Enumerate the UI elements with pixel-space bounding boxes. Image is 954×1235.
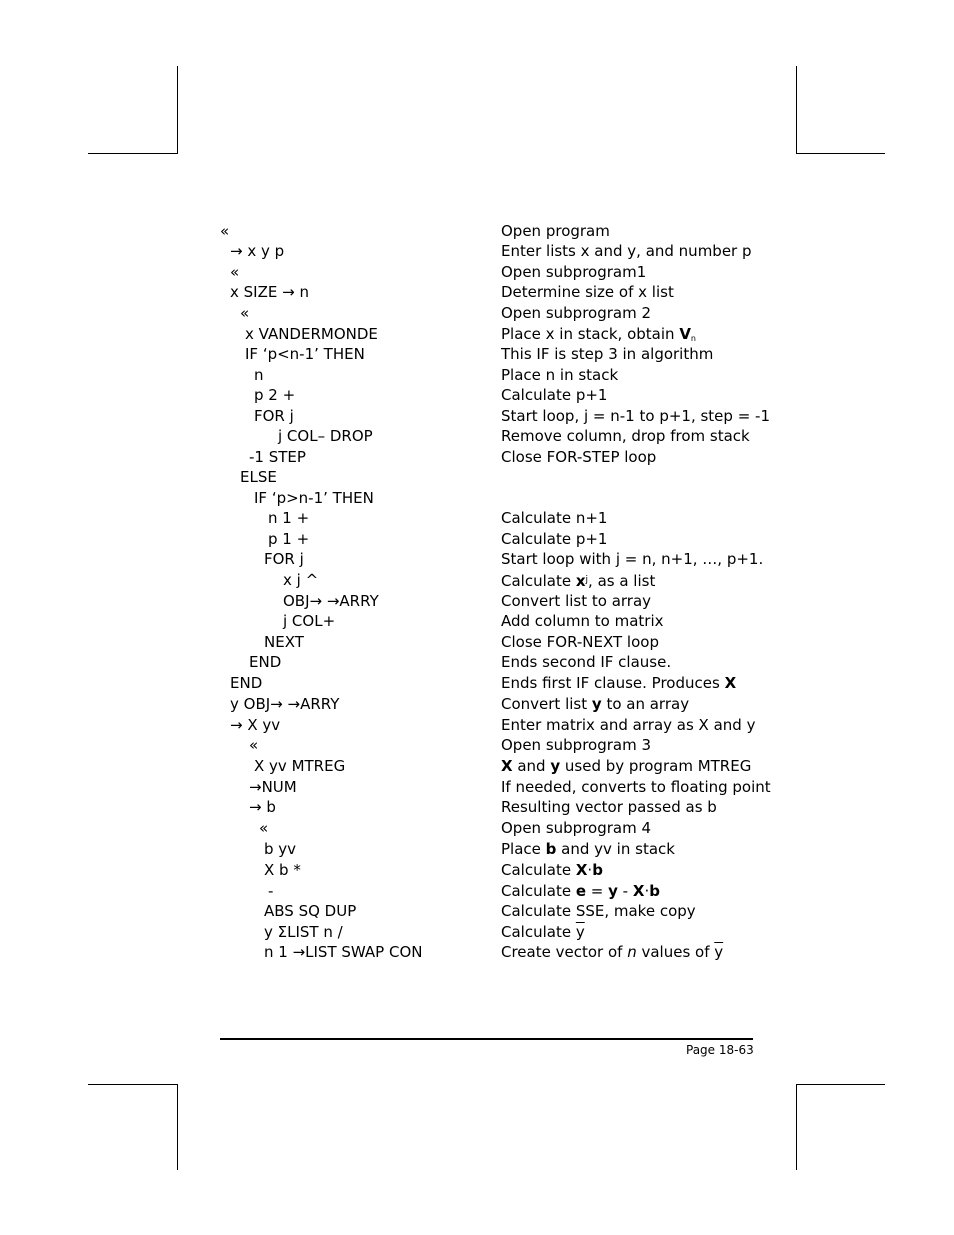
- description: [501, 839, 675, 860]
- listing-row: [0, 839, 954, 860]
- listing-row: [0, 406, 954, 427]
- description: [501, 756, 751, 777]
- code-line: → X yv: [230, 716, 281, 734]
- code-line: -: [268, 882, 274, 900]
- code-line: «: [249, 736, 259, 754]
- listing-row: [0, 632, 954, 653]
- footer-rule: [220, 1038, 753, 1040]
- code-line: j COL– DROP: [278, 427, 373, 445]
- description: [501, 694, 689, 715]
- listing-row: [0, 303, 954, 324]
- code-line: «: [240, 304, 250, 322]
- listing-row: [0, 715, 954, 736]
- description-bold: X: [632, 882, 645, 900]
- code-line: «: [230, 263, 240, 281]
- description-superscript: j: [585, 575, 589, 585]
- description-text: values of: [636, 943, 715, 961]
- description-bold: y: [550, 757, 561, 775]
- description-bold: b: [545, 840, 557, 858]
- description: Open subprogram 4: [501, 819, 652, 837]
- description-bold: b: [649, 882, 660, 900]
- listing-row: [0, 549, 954, 570]
- listing-row: [0, 611, 954, 632]
- listing-row: [0, 529, 954, 550]
- code-line: b yv: [264, 840, 297, 858]
- description-text: -: [617, 882, 633, 900]
- description-bold: V: [679, 325, 691, 343]
- crop-mark: [796, 1084, 885, 1085]
- listing-row: [0, 221, 954, 242]
- description-text: Place: [501, 840, 546, 858]
- description: Calculate n+1: [501, 509, 608, 527]
- description: Convert list to array: [501, 592, 652, 610]
- code-line: FOR j: [264, 550, 304, 568]
- listing-row: [0, 591, 954, 612]
- description: Enter lists x and y, and number p: [501, 242, 752, 260]
- code-line: X b *: [264, 861, 301, 879]
- crop-mark: [796, 1084, 797, 1170]
- listing-row: [0, 282, 954, 303]
- description-text: , as a list: [588, 572, 656, 590]
- description: [501, 881, 660, 902]
- listing-row: [0, 570, 954, 591]
- code-line: END: [249, 653, 282, 671]
- description: Add column to matrix: [501, 612, 664, 630]
- code-line: «: [220, 222, 230, 240]
- description-text: ·: [587, 861, 593, 879]
- code-line: ELSE: [240, 468, 277, 486]
- description: Enter matrix and array as X and y: [501, 716, 756, 734]
- description-bold: X: [501, 757, 513, 775]
- code-line: FOR j: [254, 407, 294, 425]
- listing-row: [0, 241, 954, 262]
- description: Close FOR-NEXT loop: [501, 633, 659, 651]
- description-bold: x: [575, 572, 586, 590]
- listing-row: [0, 324, 954, 345]
- description: Open subprogram 2: [501, 304, 652, 322]
- description: [501, 942, 723, 963]
- code-line: n: [254, 366, 264, 384]
- description: [501, 922, 585, 943]
- listing-row: [0, 262, 954, 283]
- description-text: and yv in stack: [556, 840, 675, 858]
- code-line: OBJ→ →ARRY: [283, 592, 379, 610]
- crop-mark: [88, 1084, 177, 1085]
- code-line: X yv MTREG: [254, 757, 346, 775]
- listing-row: [0, 488, 954, 509]
- description-text: Calculate: [501, 861, 576, 879]
- description-bold: y: [591, 695, 602, 713]
- description-bold: y: [608, 882, 618, 900]
- listing-row: [0, 881, 954, 902]
- description: Remove column, drop from stack: [501, 427, 750, 445]
- crop-mark: [177, 1084, 178, 1170]
- listing-row: [0, 901, 954, 922]
- listing-row: [0, 777, 954, 798]
- description-subscript: n: [690, 334, 696, 343]
- code-line: → b: [249, 798, 276, 816]
- description: Start loop, j = n-1 to p+1, step = -1: [501, 407, 770, 425]
- listing-row: [0, 756, 954, 777]
- description-text: Create vector of: [501, 943, 628, 961]
- code-line: p 2 +: [254, 386, 296, 404]
- description: If needed, converts to floating point: [501, 778, 771, 796]
- description-text: Calculate: [501, 882, 576, 900]
- listing-row: [0, 694, 954, 715]
- listing-row: [0, 344, 954, 365]
- description-text: Place x in stack, obtain: [501, 325, 680, 343]
- description-bold: e: [575, 882, 587, 900]
- code-line: NEXT: [264, 633, 304, 651]
- code-line: «: [259, 819, 269, 837]
- description-text: and: [512, 757, 551, 775]
- description-text: Convert list: [501, 695, 592, 713]
- description: Open subprogram 3: [501, 736, 652, 754]
- code-line: ABS SQ DUP: [264, 902, 357, 920]
- crop-mark: [88, 153, 177, 154]
- listing-row: [0, 467, 954, 488]
- code-line: x VANDERMONDE: [245, 325, 378, 343]
- listing-row: [0, 860, 954, 881]
- listing-row: [0, 735, 954, 756]
- code-line: →NUM: [249, 778, 297, 796]
- description: Calculate p+1: [501, 530, 608, 548]
- description-text: to an array: [601, 695, 690, 713]
- listing-row: [0, 385, 954, 406]
- description-text: used by program MTREG: [560, 757, 752, 775]
- description: Determine size of x list: [501, 283, 674, 301]
- description-bold: X: [724, 674, 737, 692]
- description: [501, 673, 736, 694]
- listing-row: [0, 922, 954, 943]
- crop-mark: [796, 66, 797, 154]
- code-line: j COL+: [283, 612, 336, 630]
- code-line: y ΣLIST n /: [264, 923, 343, 941]
- listing-row: [0, 508, 954, 529]
- crop-mark: [796, 153, 885, 154]
- code-line: → x y p: [230, 242, 285, 260]
- code-line: END: [230, 674, 263, 692]
- y-bar-symbol: $\overline{y}$: [575, 923, 585, 941]
- crop-mark: [177, 66, 178, 154]
- listing-row: [0, 942, 954, 963]
- code-line: n 1 +: [268, 509, 310, 527]
- code-line: IF ‘p>n-1’ THEN: [254, 489, 374, 507]
- description-text: Calculate: [501, 572, 576, 590]
- listing-row: [0, 673, 954, 694]
- listing-row: [0, 426, 954, 447]
- description: Start loop with j = n, n+1, …, p+1.: [501, 550, 764, 568]
- description-text: Calculate: [501, 923, 576, 941]
- description: Calculate p+1: [501, 386, 608, 404]
- description: Resulting vector passed as b: [501, 798, 717, 816]
- description-text: Ends first IF clause. Produces: [501, 674, 725, 692]
- code-line: y OBJ→ →ARRY: [230, 695, 340, 713]
- code-line: x j ^: [283, 571, 319, 589]
- description: Ends second IF clause.: [501, 653, 672, 671]
- code-line: -1 STEP: [249, 448, 306, 466]
- page-number: Page 18-63: [686, 1043, 754, 1057]
- description: Place n in stack: [501, 366, 619, 384]
- code-line: x SIZE → n: [230, 283, 309, 301]
- description: This IF is step 3 in algorithm: [501, 345, 714, 363]
- description-text: ·: [644, 882, 650, 900]
- description: Calculate SSE, make copy: [501, 902, 696, 920]
- code-line: n 1 →LIST SWAP CON: [264, 943, 423, 961]
- description: [501, 570, 655, 592]
- description: Open program: [501, 222, 610, 240]
- description: Open subprogram1: [501, 263, 647, 281]
- y-bar-symbol: $\overline{y}$: [714, 943, 724, 961]
- description-text: =: [586, 882, 609, 900]
- code-line: IF ‘p<n-1’ THEN: [245, 345, 365, 363]
- listing-row: [0, 365, 954, 386]
- description: [501, 860, 603, 881]
- listing-row: [0, 652, 954, 673]
- description: Close FOR-STEP loop: [501, 448, 657, 466]
- listing-row: [0, 818, 954, 839]
- description-bold: b: [592, 861, 603, 879]
- listing-row: [0, 797, 954, 818]
- code-line: p 1 +: [268, 530, 310, 548]
- description-italic: n: [627, 943, 637, 961]
- description-bold: X: [575, 861, 588, 879]
- listing-row: [0, 447, 954, 468]
